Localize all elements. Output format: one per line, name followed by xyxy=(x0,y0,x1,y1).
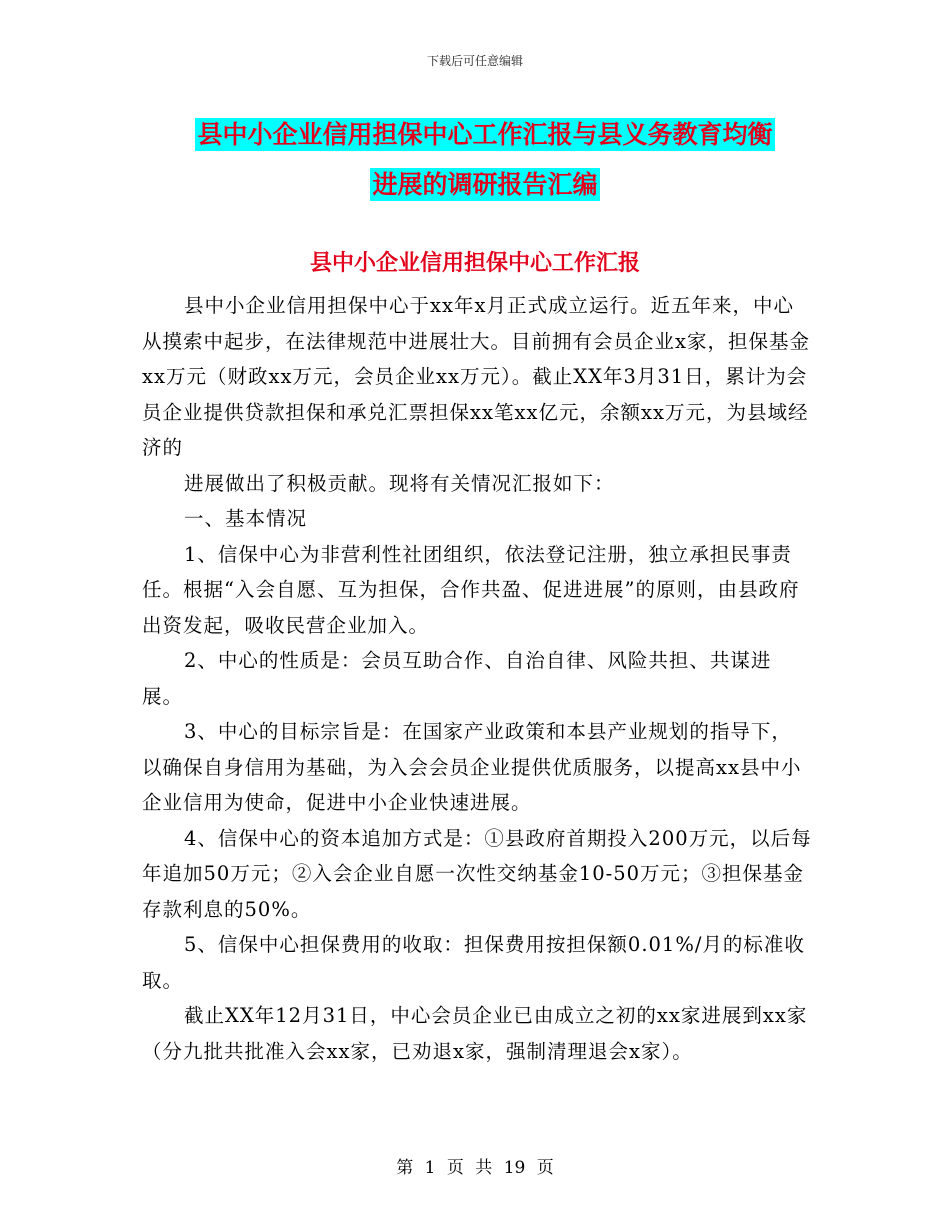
paragraph-2: 进展做出了积极贡献。现将有关情况汇报如下： xyxy=(184,471,615,495)
heading-basic-situation: 一、基本情况 xyxy=(184,507,308,530)
page-header-note: 下载后可任意编辑 xyxy=(426,54,523,68)
paragraph-membership: 截止XX年12月31日，中心会员企业已由成立之初的xx家进展到xx家（分九批共批准入会xx家，已劝退x家，强制清理退会x家）。 xyxy=(142,1004,808,1063)
section-title: 县中小企业信用担保中心工作汇报 xyxy=(309,250,640,276)
paragraph-item-5: 5、信保中心担保费用的收取：担保费用按担保额0.01%/月的标准收取。 xyxy=(142,933,805,992)
paragraph-1: 县中小企业信用担保中心于xx年x月正式成立运行。近五年来，中心从摸索中起步，在法律规范中进展壮大。目前拥有会员企业x家，担保基金xx万元（财政xx万元，会员企业xx万元）。截止XX年3月31日，累计为会员企业提供贷款担保和承兑汇票担保xx笔xx亿元，余额xx万元，为县域经济的 xyxy=(142,294,810,459)
paragraph-item-2: 2、中心的性质是：会员互助合作、自治自律、风险共担、共谋进展。 xyxy=(142,649,772,708)
page-number-footer: 第 1 页 共 19 页 xyxy=(396,1158,554,1178)
document-title xyxy=(160,110,810,210)
paragraph-item-1: 1、信保中心为非营利性社团组织，依法登记注册，独立承担民事责任。根据“入会自愿、互为担保，合作共盈、促进进展”的原则，由县政府出资发起，吸收民营企业加入。 xyxy=(142,542,800,637)
paragraph-item-3: 3、中心的目标宗旨是：在国家产业政策和本县产业规划的指导下，以确保自身信用为基础，为入会会员企业提供优质服务，以提高xx县中小企业信用为使命，促进中小企业快速进展。 xyxy=(142,720,802,814)
document-title-line-1: 县中小企业信用担保中心工作汇报与县义务教育均衡 xyxy=(197,120,773,149)
document-body xyxy=(142,288,812,1069)
document-title-line-2: 进展的调研报告汇编 xyxy=(372,170,598,199)
paragraph-item-4: 4、信保中心的资本追加方式是：①县政府首期投入200万元，以后每年追加50万元；②入会企业自愿一次性交纳基金10-50万元；③担保基金存款利息的50%。 xyxy=(142,826,812,921)
